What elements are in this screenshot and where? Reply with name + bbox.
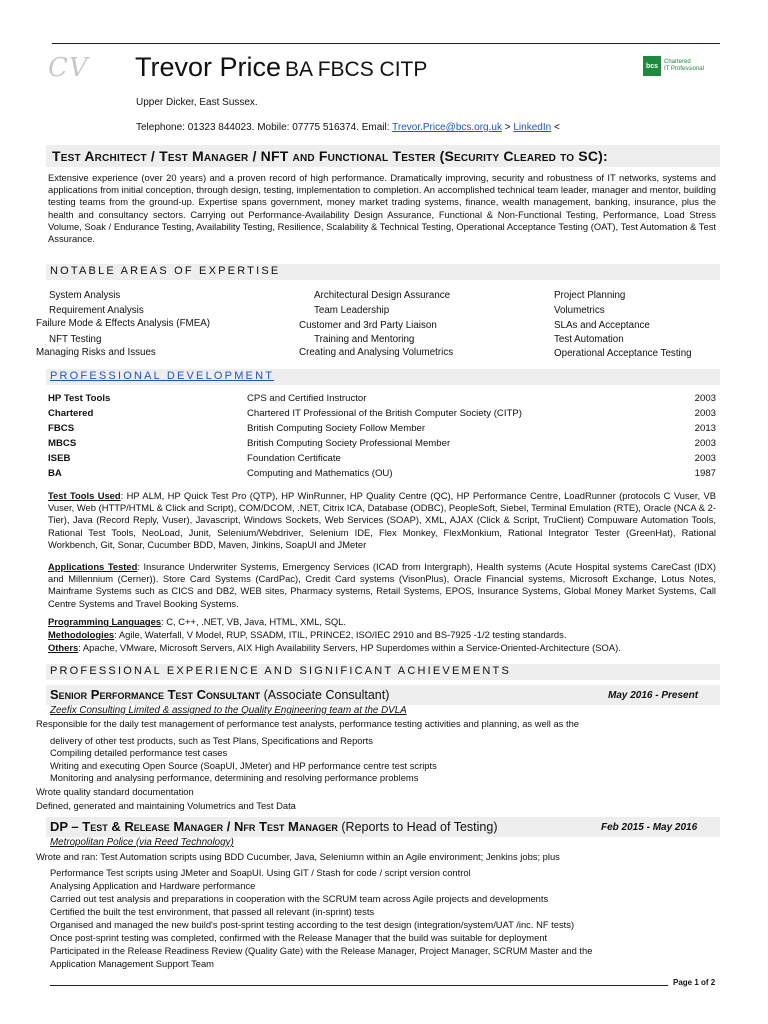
expertise-item: Creating and Analysing Volumetrics [299,347,454,358]
job-duty: Writing and executing Open Source (SoapUI, JMeter) and HP performance centre test scripts [50,760,437,771]
bcs-logo-line1: Chartered [664,59,691,65]
top-rule [52,43,720,44]
expertise-item: Team Leadership [314,305,390,316]
cert-desc: CPS and Certified Instructor [247,393,367,404]
others-label: Others [48,642,79,653]
experience-heading: PROFESSIONAL EXPERIENCE AND SIGNIFICANT ACHIEVEMENTS [50,665,511,677]
job-duty: Certified the built the test environment, that passed all relevant (in-sprint) tests [50,906,375,917]
languages-text: : C, C++, .NET, VB, Java, HTML, XML, SQL. [161,616,346,627]
footer-rule [50,985,668,986]
expertise-heading: NOTABLE AREAS OF EXPERTISE [50,265,281,277]
job-duty: Once post-sprint testing was completed, confirmed with the Release Manager that the build was suitable for deployment [50,932,548,943]
cert-year: 2003 [694,393,716,404]
apps-label: Applications Tested [48,561,138,572]
job-title-text: Senior Performance Test Consultant [50,687,261,702]
development-row [48,438,716,452]
development-row [48,408,716,422]
development-row [48,393,716,407]
linkedin-link[interactable]: LinkedIn [513,122,552,133]
job-title [50,687,389,702]
development-row [48,423,716,437]
bcs-logo-icon: bcs [643,56,661,76]
expertise-item: Operational Acceptance Testing [554,348,692,359]
job-employer: Metropolitan Police (via Reed Technology) [50,837,234,848]
bcs-logo [643,56,704,76]
expertise-item: SLAs and Acceptance [554,320,650,331]
methodologies-text: : Agile, Waterfall, V Model, RUP, SSADM, ITIL, PRINCE2, ISO/IEC 2910 and BS-7925 -1/2 testing standards. [114,629,567,640]
job-duty: Wrote and ran: Test Automation scripts using BDD Cucumber, Java, Seleniumn within an Agile environment; Jenkins jobs; plus [36,851,560,862]
cert-key: HP Test Tools [48,393,111,404]
page-number: Page 1 of 2 [673,978,716,987]
contact-line [136,122,560,133]
cert-desc: Chartered IT Professional of the British Computer Society (CITP) [247,408,522,419]
job-dates: May 2016 - Present [608,690,699,701]
expertise-item: Managing Risks and Issues [36,347,156,358]
others-paragraph [48,642,716,654]
cert-key: FBCS [48,423,75,434]
expertise-item: Project Planning [554,290,626,301]
contact-sep: > [501,122,514,133]
job-duty: Responsible for the daily test management of performance test analysts, performance testing activities and planning, as well as the [36,718,579,729]
cert-year: 1987 [694,468,716,479]
contact-prefix: Telephone: 01323 844023. Mobile: 07775 516374. Email: [136,122,393,133]
cert-key: MBCS [48,438,77,449]
address: Upper Dicker, East Sussex. [136,97,258,108]
cert-desc: Foundation Certificate [247,453,341,464]
qualifications: BA FBCS CITP [285,58,428,81]
languages-label: Programming Languages [48,616,162,627]
cert-desc: British Computing Society Professional Member [247,438,451,449]
job-title-note: (Reports to Head of Testing) [337,820,498,834]
expertise-item: NFT Testing [49,334,102,345]
methodologies-label: Methodologies [48,629,115,640]
cv-watermark: CV [48,53,89,83]
development-heading[interactable]: PROFESSIONAL DEVELOPMENT [50,370,275,382]
expertise-item: Customer and 3rd Party Liaison [299,320,437,331]
cert-year: 2003 [694,408,716,419]
expertise-item: Architectural Design Assurance [314,290,451,301]
development-row [48,468,716,482]
job-duty: Application Management Support Team [50,958,214,969]
cert-key: BA [48,468,62,479]
languages-paragraph [48,616,716,628]
job-duty: Monitoring and analysing performance, determining and resolving performance problems [50,772,419,783]
expertise-item: Failure Mode & Effects Analysis (FMEA) [36,318,211,329]
cert-year: 2003 [694,453,716,464]
bcs-logo-text [664,59,704,73]
cert-year: 2003 [694,438,716,449]
job-duty: Performance Test scripts using JMeter and SoapUI. Using GIT / Stash for code / script version control [50,867,471,878]
cert-key: ISEB [48,453,71,464]
job-duty: delivery of other test products, such as Test Plans, Specifications and Reports [50,735,373,746]
job-duty: Defined, generated and maintaining Volumetrics and Test Data [36,800,296,811]
email-link[interactable]: Trevor.Price@bcs.org.uk [392,122,502,133]
profile-title: Test Architect / Test Manager / NFT and Functional Tester (Security Cleared to SC): [52,148,608,164]
others-text: : Apache, VMware, Microsoft Servers, AIX High Availability Servers, HP Superdomes within a Service-Oriented-Architecture (SOA). [78,642,621,653]
expertise-item: Training and Mentoring [314,334,415,345]
name-text: Trevor Price [135,52,282,82]
job-employer: Zeefix Consulting Limited & assigned to the Quality Engineering team at the DVLA [50,705,407,716]
tools-paragraph [48,490,716,551]
methodologies-paragraph [48,629,716,641]
contact-sep: < [551,122,560,133]
expertise-item: Test Automation [554,334,624,345]
job-title [50,819,497,834]
job-duty: Carried out test analysis and preparations in cooperation with the SCRUM team across Agile projects and developments [50,893,549,904]
expertise-item: Requirement Analysis [49,305,144,316]
cert-desc: British Computing Society Follow Member [247,423,426,434]
job-duty: Compiling detailed performance test cases [50,747,228,758]
tools-text: : HP ALM, HP Quick Test Pro (QTP), HP WinRunner, HP Quality Centre (QC), HP Performance Centre, LoadRunner (protocols C Vuser, VB Vuser, Web (HTTP/HTML & Click and Script), COM/DCOM, .NET, Citrix ICA, Database (ODBC), PeopleSoft, Siebel, Terminal Emulation (RTE), Oracle (NCA & 2-Tier), Java (Record Reply, Vuser), Javascript, Windows Sockets, Web Services (SOAP), XML, AJAX (Click & Script, TruClient) Compuware Automation Tools, Rational Test Tools, NeoLoad, Junit, Selenium/Webdriver, Selenium IDE, Flex Monkey, FlexMonkium, Rational Integrator Tester (GreenHat), Rational Workbench, Git, Sonar, Cucumber BDD, Maven, Jinkins, SoapUI and JMeter [48,490,716,550]
development-row [48,453,716,467]
cert-year: 2013 [694,423,716,434]
job-duty: Wrote quality standard documentation [36,786,194,797]
job-title-text: DP – Test & Release Manager / Nfr Test Manager [50,819,338,834]
expertise-item: Volumetrics [554,305,605,316]
candidate-name [135,52,427,83]
job-duty: Participated in the Release Readiness Review (Quality Gate) with the Release Manager, Project Manager, SCRUM Master and the [50,945,593,956]
tools-label: Test Tools Used [48,490,121,501]
summary-paragraph: Extensive experience (over 20 years) and a proven record of high performance. Dramatically improving, security and robustness of IT networks, systems and applications from initial conception, through design, testing, implementation to completion. An accomplished technical team leader, manager and mentor, building testing teams from the ground-up. Expertise spans government, money market trading systems, finance, wealth management, banking, insurance, plus the health and consultancy sectors. Carrying out Performance-Availability Design Assurance, Functional & Non-Functional Testing, Performance, Load Stress Volume, Soak / Endurance Testing, Availability Testing, Resilience, Scalability & Technical Testing, Operational Acceptance Testing (OAT), Test Automation & Test Assurance. [48,172,716,245]
job-dates: Feb 2015 - May 2016 [601,822,698,833]
job-duty: Organised and managed the new build's post-sprint testing according to the test design (integration/system/UAT /inc. NF tests) [50,919,575,930]
cert-key: Chartered [48,408,94,419]
job-duty: Analysing Application and Hardware performance [50,880,256,891]
apps-text: : Insurance Underwriter Systems, Emergency Services (ICAD from Intergraph), Health systems (Acute Hospital systems CareCast (IDX) and Millennium (Cerner)). Store Card Systems (CardPac), Credit Card systems (VisonPlus), Oracle Financial systems, Microsoft Exchange, Lotus Notes, Mainframe Systems such as CICS and DB2, WEB sites, Pharmacy systems, Retail Systems, EPOS, Insurance Systems, Global Money Market Systems, Call Centre Systems and Travel Booking Systems. [48,561,716,609]
bcs-logo-line2: IT Professional [664,66,704,72]
job-title-note: (Associate Consultant) [260,688,390,702]
cert-desc: Computing and Mathematics (OU) [247,468,393,479]
expertise-item: System Analysis [49,290,121,301]
apps-paragraph [48,561,716,610]
